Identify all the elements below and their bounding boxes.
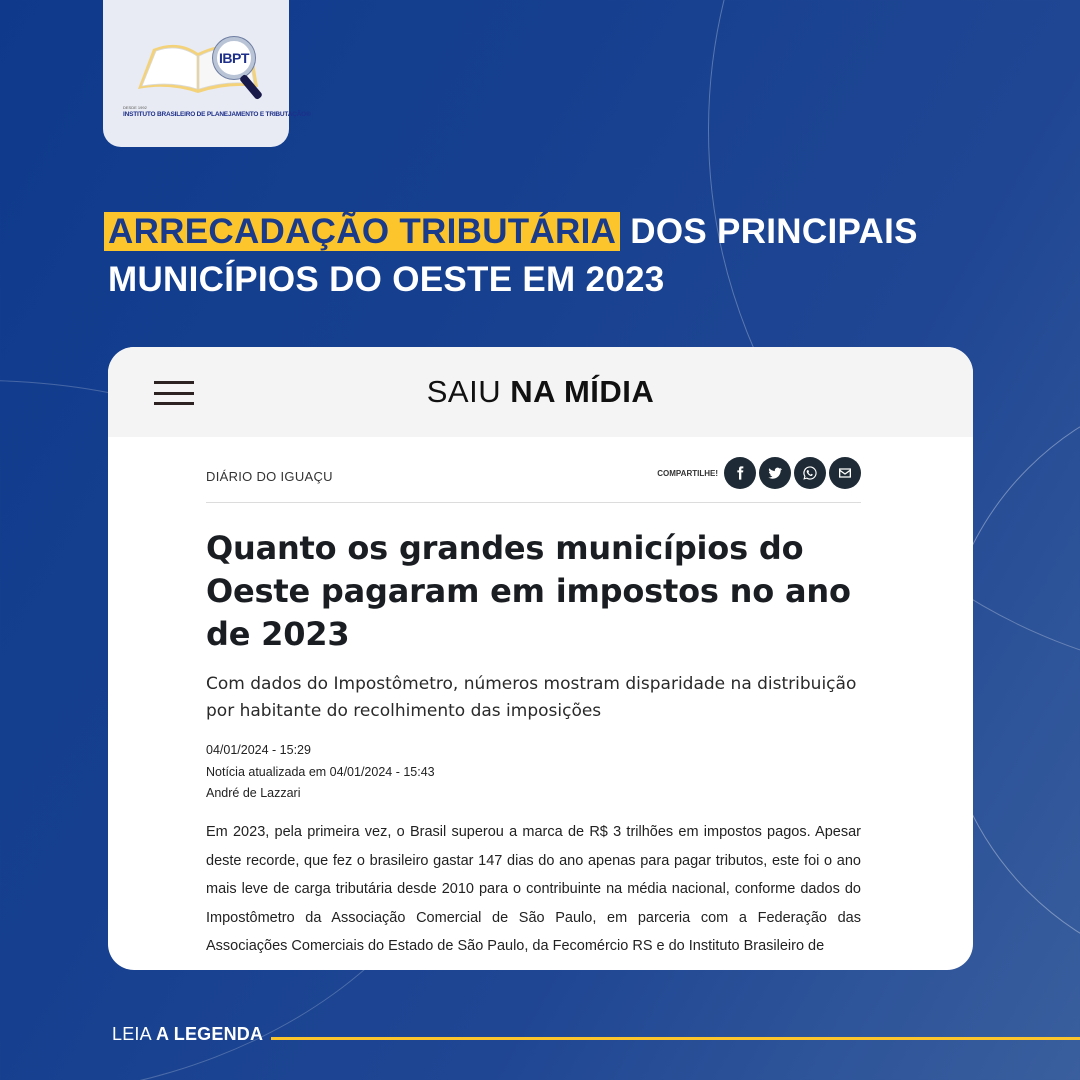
twitter-icon [767,465,783,481]
logo-card [103,0,311,147]
logo-mark: IBPT [219,49,249,66]
share-bar [657,457,861,489]
headline-line-1 [104,208,918,256]
read-caption-label [112,1024,263,1045]
footer-light: LEIA [112,1024,157,1044]
headline-highlight: ARRECADAÇÃO TRIBUTÁRIA [104,212,620,251]
section-title-bold: NA MÍDIA [510,374,655,409]
twitter-share-button[interactable] [759,457,791,489]
email-share-button[interactable] [829,457,861,489]
published-date: 04/01/2024 - 15:29 [206,743,311,757]
logo-since: DESDE 1992 [123,104,147,110]
footer-bold: A LEGENDA [156,1024,264,1044]
article-title[interactable]: Quanto os grandes municípios do Oeste pagaram em impostos no ano de 2023 [206,529,851,653]
magnifier-icon [213,37,255,79]
source-name: DIÁRIO DO IGUAÇU [206,469,333,484]
headline [104,208,918,304]
footer [112,1024,1080,1045]
headline-rest: DOS PRINCIPAIS [620,212,918,251]
media-card [108,347,973,970]
section-title [108,374,973,410]
share-label: COMPARTILHE! [657,468,718,478]
whatsapp-icon [802,465,818,481]
email-icon [837,465,853,481]
article-meta [206,740,435,805]
logo-name: INSTITUTO BRASILEIRO DE PLANEJAMENTO E TRIBUTAÇÃO® [123,110,311,118]
facebook-share-button[interactable] [724,457,756,489]
author: André de Lazzari [206,786,301,800]
article-subtitle: Com dados do Impostômetro, números mostram disparidade na distribuição por habitante do recolhimento das imposições [206,674,857,721]
facebook-icon [732,465,748,481]
headline-line-2: MUNICÍPIOS DO OESTE EM 2023 [108,260,665,299]
whatsapp-share-button[interactable] [794,457,826,489]
card-header [108,347,973,437]
footer-divider [271,1037,1080,1040]
section-title-light: SAIU [426,374,511,409]
article-body: Em 2023, pela primeira vez, o Brasil superou a marca de R$ 3 trilhões em impostos pagos. Apesar deste recorde, que fez o brasileiro gastar 147 dias do ano apenas para pagar tributos, este foi o ano mais leve de carga tributária desde 2010 para o contribuinte na média nacional, conforme dados do Impostômetro da Associação Comercial de São Paulo, em parceria com a Federação das Associações Comerciais do Estado de São Paulo, da Fecomércio RS e do Instituto Brasileiro de [206,824,861,955]
ibpt-logo [121,29,311,129]
source-row [206,459,861,503]
updated-date: Notícia atualizada em 04/01/2024 - 15:43 [206,764,435,779]
